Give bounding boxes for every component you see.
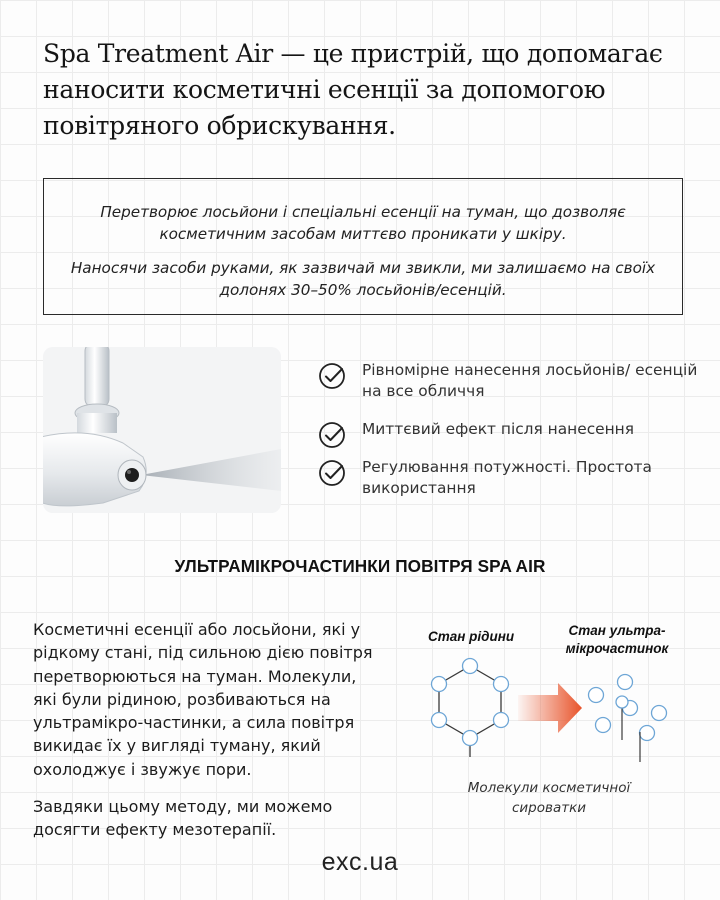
- body-text: [33, 618, 373, 856]
- benefits-list: [318, 360, 698, 499]
- callout-paragraph: Перетворює лосьйони і спеціальні есенції на туман, що дозволяє косметичним засобам миттєво проникати у шкіру.: [100, 203, 626, 243]
- check-circle-icon: [318, 362, 346, 390]
- benefit-item: [318, 457, 698, 499]
- footer-site: exc.ua: [321, 848, 399, 876]
- headline: Spa Treatment Air — це пристрій, що допомагає наносити косметичні есенції за допомогою повітряного обрискування.: [43, 39, 663, 140]
- label-ultra-state: Стан ультра-мікрочастинок: [565, 623, 669, 656]
- benefit-text: Рівномірне нанесення лосьйонів/ есенцій на все обличчя: [362, 361, 698, 400]
- molecule-diagram: [400, 612, 700, 822]
- spray-device-icon: [43, 347, 281, 513]
- benefit-text: Миттєвий ефект після нанесення: [362, 420, 635, 438]
- liquid-molecule-icon: [432, 659, 509, 758]
- info-callout: [43, 178, 683, 315]
- diagram-caption: Молекули косметичної сироватки: [467, 780, 631, 816]
- body-paragraph: Косметичні есенції або лосьйони, які у рідкому стані, під сильною дією повітря перетворюються на туман. Молекули, які були рідиною, розбиваються на ультрамікро-частинки, а сила повітря викидає їх у вигляді туману, який охолоджує і звужує пори.: [33, 620, 373, 779]
- micro-particles-icon: [589, 675, 667, 763]
- benefit-item: [318, 419, 698, 440]
- benefit-item: [318, 360, 698, 402]
- transform-arrow-icon: [518, 683, 582, 733]
- section-title: УЛЬТРАМІКРОЧАСТИНКИ ПОВІТРЯ SPA AIR: [174, 556, 546, 576]
- device-image: [43, 347, 281, 513]
- body-paragraph: Завдяки цьому методу, ми можемо досягти ефекту мезотерапії.: [33, 797, 333, 840]
- check-circle-icon: [318, 459, 346, 487]
- label-liquid-state: Стан рідини: [428, 629, 515, 644]
- check-circle-icon: [318, 421, 346, 449]
- callout-paragraph: Наносячи засоби руками, як зазвичай ми звикли, ми залишаємо на своїх долонях 30–50% лосьйонів/есенцій.: [70, 259, 656, 299]
- benefit-text: Регулювання потужності. Простота використання: [362, 458, 652, 497]
